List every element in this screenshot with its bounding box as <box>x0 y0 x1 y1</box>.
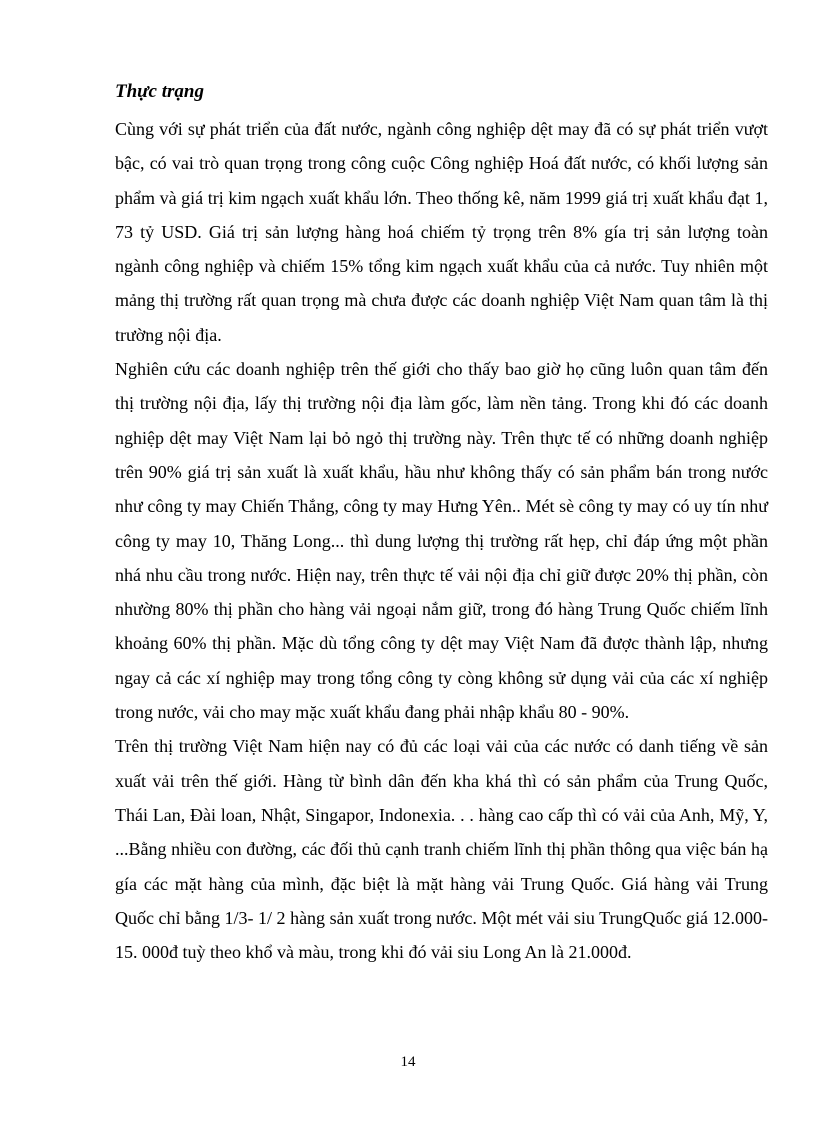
paragraph-competition: Trên thị trường Việt Nam hiện nay có đủ các loại vải của các nước có danh tiếng về sản xuất vải trên thế giới. Hàng từ bình dân đến kha khá thì có sản phẩm của Trung Quốc, Thái Lan, Đài loan, Nhật, Singapor, Indonexia. . . hàng cao cấp thì có vải của Anh, Mỹ, Y, ...Bằng nhiều con đường, các đối thủ cạnh tranh chiếm lĩnh thị phần thông qua việc bán hạ gía các mặt hàng của mình, đặc biệt là mặt hàng vải Trung Quốc. Giá hàng vải Trung Quốc chỉ bằng 1/3- 1/ 2 hàng sản xuất trong nước. Một mét vải siu TrungQuốc giá 12.000- 15. 000đ tuỳ theo khổ và màu, trong khi đó vải siu Long An là 21.000đ. <box>115 736 768 963</box>
paragraph-overview: Cùng với sự phát triển của đất nước, ngành công nghiệp dệt may đã có sự phát triển vượt bậc, có vai trò quan trọng trong công cuộc Công nghiệp Hoá đất nước, có khối lượng sản phẩm và giá trị kim ngạch xuất khẩu lớn. Theo thống kê, năm 1999 giá trị xuất khẩu đạt 1, 73 tỷ USD. Giá trị sản lượng hàng hoá chiếm tỷ trọng trên 8% gía trị sản lượng toàn ngành công nghiệp và chiếm 15% tổng kim ngạch xuất khẩu của cả nước. Tuy nhiên một mảng thị trường rất quan trọng mà chưa được các doanh nghiệp Việt Nam quan tâm là thị trường nội địa. <box>115 119 768 345</box>
page-content <box>115 80 768 969</box>
paragraph-domestic-market: Nghiên cứu các doanh nghiệp trên thế giới cho thấy bao giờ họ cũng luôn quan tâm đến thị trường nội địa, lấy thị trường nội địa làm gốc, làm nền tảng. Trong khi đó các doanh nghiệp dệt may Việt Nam lại bỏ ngỏ thị trường này. Trên thực tế có những doanh nghiệp trên 90% giá trị sản xuất là xuất khẩu, hầu như không thấy có sản phẩm bán trong nước như công ty may Chiến Thắng, công ty may Hưng Yên.. Mét sè công ty may có uy tín như công ty may 10, Thăng Long... thì dung lượng thị trường rất hẹp, chỉ đáp ứng một phần nhá nhu cầu trong nước. Hiện nay, trên thực tế vải nội địa chỉ giữ được 20% thị phần, còn nhường 80% thị phần cho hàng vải ngoại nắm giữ, trong đó hàng Trung Quốc chiếm lĩnh khoảng 60% thị phần. Mặc dù tổng công ty dệt may Việt Nam đã được thành lập, nhưng ngay cả các xí nghiệp may trong tổng công ty còng không sử dụng vải của các xí nghiệp trong nước, vải cho may mặc xuất khẩu đang phải nhập khẩu 80 - 90%. <box>115 359 768 723</box>
page-number: 14 <box>400 1054 416 1070</box>
section-heading: Thực trạng <box>115 81 204 102</box>
